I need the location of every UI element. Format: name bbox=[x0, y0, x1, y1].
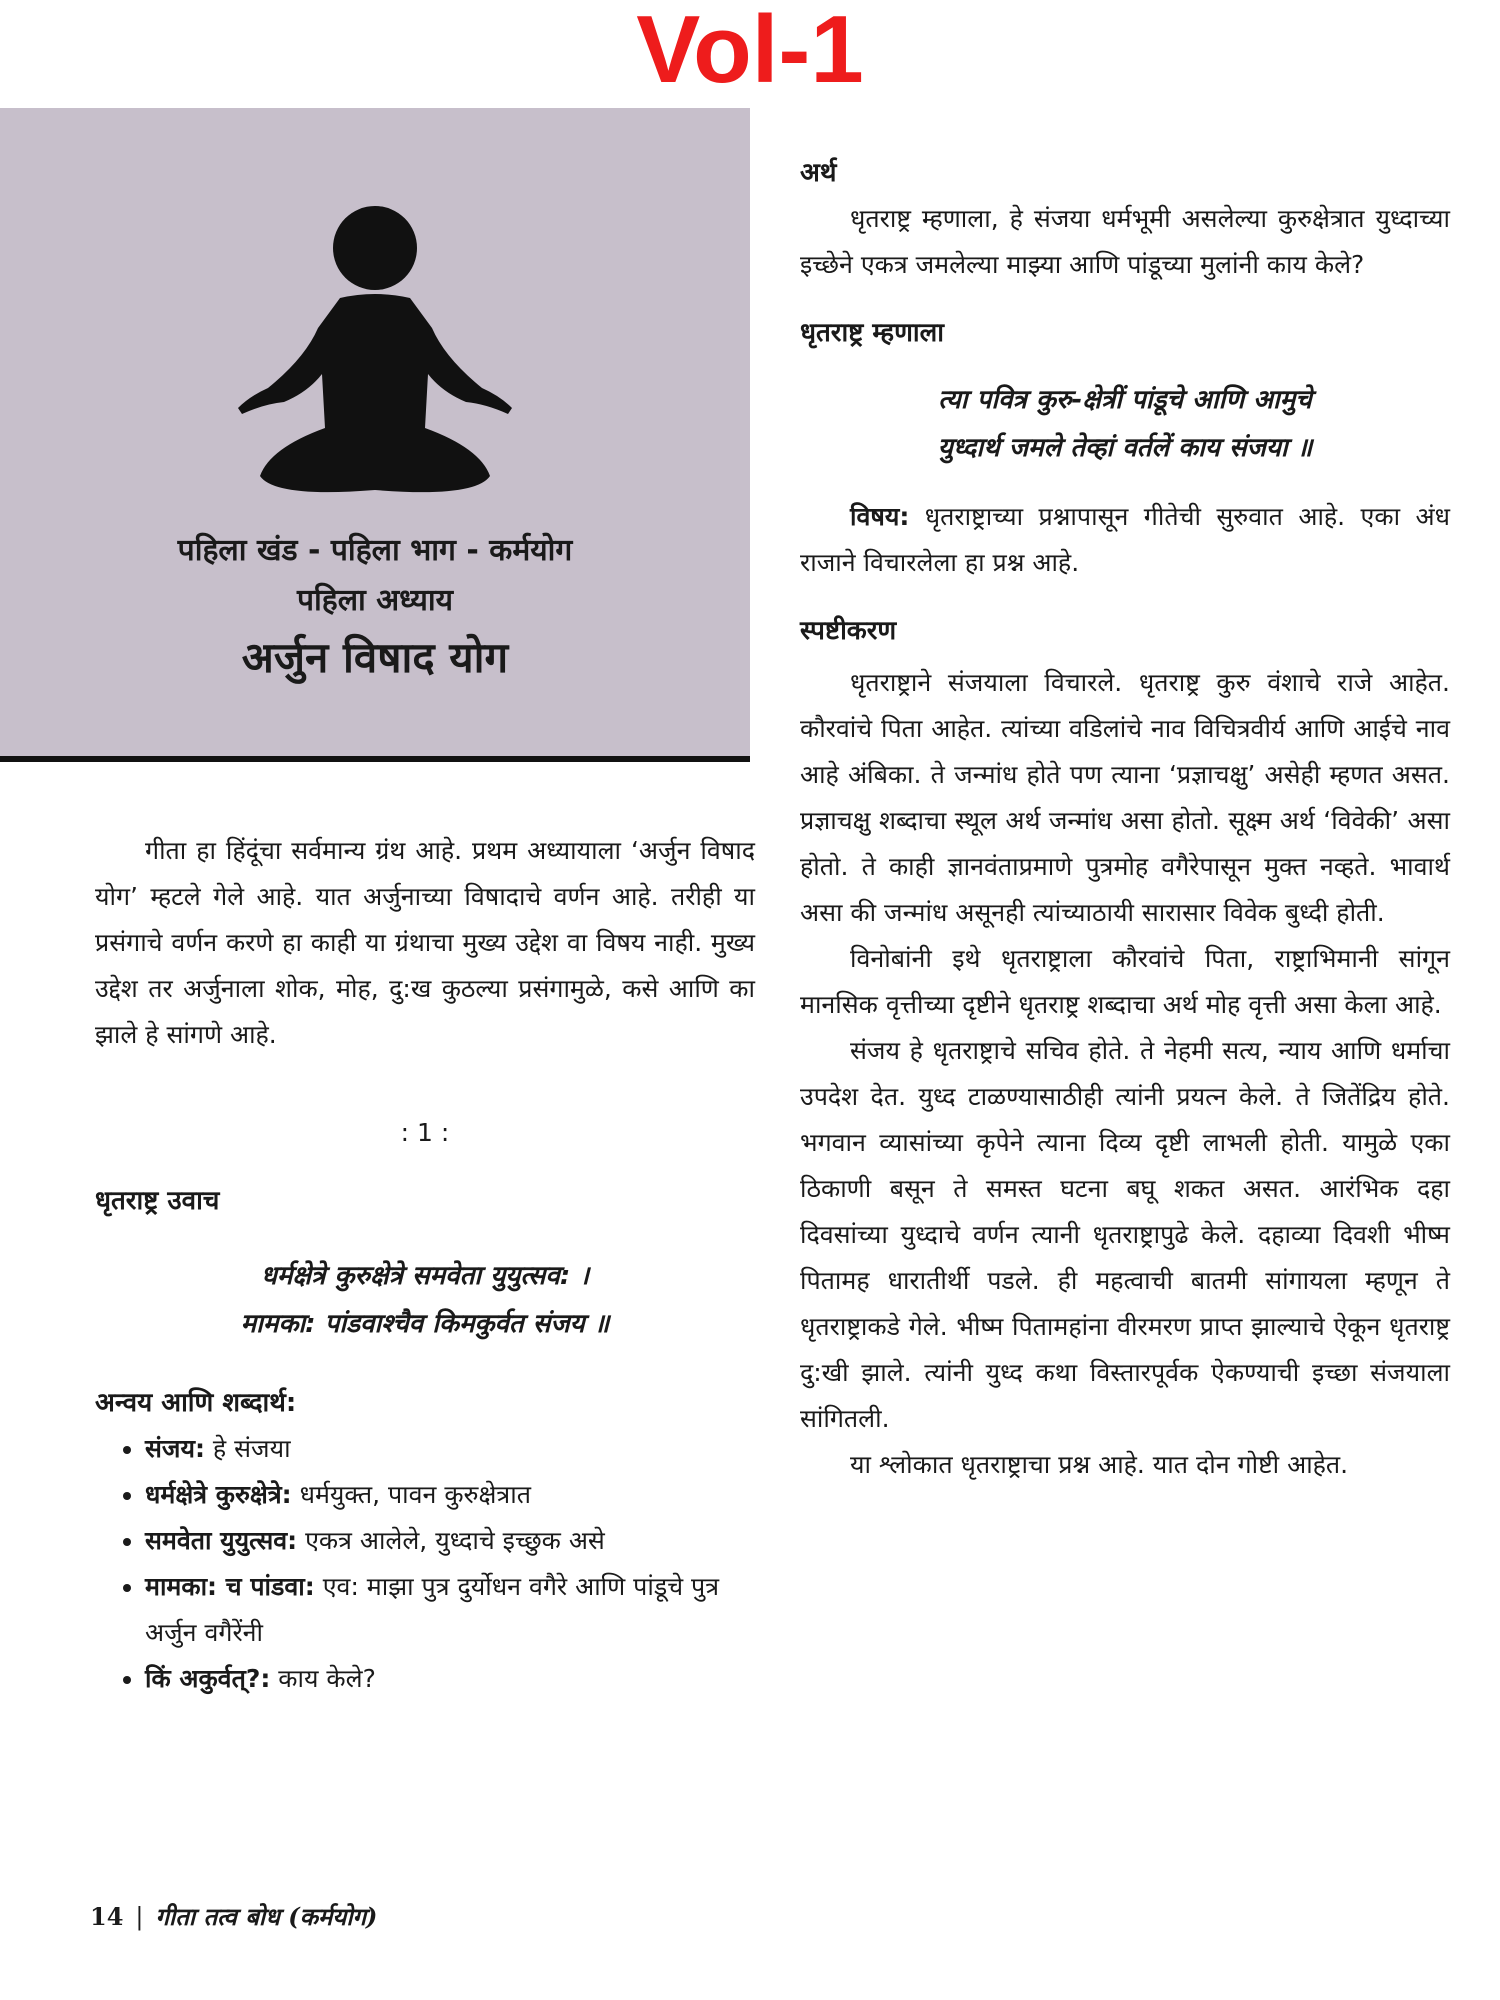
meaning-paragraph: धृतराष्ट्र म्हणाला, हे संजया धर्मभूमी असलेल्या कुरुक्षेत्रात युध्दाच्या इच्छेने एकत्र जमलेल्या माझ्या आणि पांडूच्या मुलांनी काय केले? bbox=[800, 204, 1450, 279]
intro-paragraph: गीता हा हिंदूंचा सर्वमान्य ग्रंथ आहे. प्रथम अध्यायाला ‘अर्जुन विषाद योग’ म्हटले गेले आहे. यात अर्जुनाच्या विषादाचे वर्णन आहे. तरीही या प्रसंगाचे वर्णन करणे हा काही या ग्रंथाचा मुख्य उद्देश वा विषय नाही. मुख्य उद्देश तर अर्जुनाला शोक, मोह, दु:ख कुठल्या प्रसंगामुळे, कसे आणि का झाले हे सांगणे आहे. bbox=[95, 836, 755, 1049]
book-title: गीता तत्व बोध (कर्मयोग) bbox=[155, 1902, 378, 1931]
explanation-paragraph-4: या श्लोकात धृतराष्ट्राचा प्रश्न आहे. यात दोन गोष्टी आहेत. bbox=[850, 1450, 1349, 1479]
banner-line3: अर्जुन विषाद योग bbox=[241, 633, 509, 682]
meaning-heading: अर्थ bbox=[800, 158, 837, 188]
glossary-list bbox=[95, 1426, 755, 1702]
glossary-item: • धर्मक्षेत्रे कुरुक्षेत्रे: धर्मयुक्त, पावन कुरुक्षेत्रात bbox=[145, 1472, 755, 1518]
verse-line-1: धर्मक्षेत्रे कुरुक्षेत्रे समवेता युयुत्सव: । bbox=[260, 1261, 590, 1291]
glossary-item: • किं अकुर्वत्?: काय केले? bbox=[145, 1656, 755, 1702]
page-number: 14 bbox=[90, 1902, 124, 1931]
banner-line1: पहिला खंड - पहिला भाग - कर्मयोग bbox=[177, 533, 573, 568]
subject-paragraph: विषय: धृतराष्ट्राच्या प्रश्नापासून गीतेची सुरुवात आहे. एका अंध राजाने विचारलेला हा प्रश्न आहे. bbox=[800, 502, 1450, 577]
glossary-item: • मामका: च पांडवा: एव: माझा पुत्र दुर्योधन वगैरे आणि पांडूचे पुत्र अर्जुन वगैरेंनी bbox=[145, 1564, 755, 1656]
glossary-item: • समवेता युयुत्सव: एकत्र आलेले, युध्दाचे इच्छुक असे bbox=[145, 1518, 755, 1564]
meditation-figure-icon bbox=[220, 198, 530, 498]
speaker-heading: धृतराष्ट्र उवाच bbox=[95, 1186, 220, 1216]
glossary-title: अन्वय आणि शब्दार्थ: bbox=[95, 1388, 297, 1418]
right-column bbox=[800, 150, 1450, 1488]
chapter-banner bbox=[0, 108, 750, 762]
page-footer bbox=[90, 1900, 377, 1933]
glossary-item: • संजय: हे संजया bbox=[145, 1426, 755, 1472]
explanation-paragraph-1: धृतराष्ट्राने संजयाला विचारले. धृतराष्ट्र कुरु वंशाचे राजे आहेत. कौरवांचे पिता आहेत. त्यांच्या वडिलांचे नाव विचित्रवीर्य आणि आईचे नाव आहे अंबिका. ते जन्मांध होते पण त्याना ‘प्रज्ञाचक्षु’ असेही म्हणत असत. प्रज्ञाचक्षु शब्दाचा स्थूल अर्थ जन्मांध असा होतो. सूक्ष्म अर्थ ‘विवेकी’ असा होतो. ते काही ज्ञानवंताप्रमाणे पुत्रमोह वगैरेपासून मुक्त नव्हते. भावार्थ असा की जन्मांध असूनही त्यांच्याठायी सारासार विवेक बुध्दी होती. bbox=[800, 668, 1450, 927]
said-heading: धृतराष्ट्र म्हणाला bbox=[800, 318, 944, 348]
explanation-heading: स्पष्टीकरण bbox=[800, 616, 897, 646]
footer-separator: | bbox=[135, 1903, 144, 1931]
marathi-verse-line-1: त्या पवित्र कुरु-क्षेत्रीं पांडूचे आणि आमुचे bbox=[938, 385, 1312, 415]
verse-line-2: मामका: पांडवाश्चैव किमकुर्वत संजय ॥ bbox=[240, 1309, 610, 1339]
explanation-paragraph-2: विनोबांनी इथे धृतराष्ट्राला कौरवांचे पिता, राष्ट्राभिमानी सांगून मानसिक वृत्तीच्या दृष्टीने धृतराष्ट्र शब्दाचा अर्थ मोह वृत्ती असा केला आहे. bbox=[800, 944, 1450, 1019]
banner-line2: पहिला अध्याय bbox=[296, 583, 454, 618]
left-column bbox=[95, 828, 755, 1702]
verse-number: : 1 : bbox=[400, 1118, 450, 1147]
volume-title: Vol-1 bbox=[636, 0, 864, 103]
marathi-verse-line-2: युध्दार्थ जमले तेव्हां वर्तलें काय संजया ॥ bbox=[937, 433, 1313, 463]
explanation-paragraph-3: संजय हे धृतराष्ट्राचे सचिव होते. ते नेहमी सत्य, न्याय आणि धर्माचा उपदेश देत. युध्द टाळण्यासाठीही त्यांनी प्रयत्न केले. ते जितेंद्रिय होते. भगवान व्यासांच्या कृपेने त्याना दिव्य दृष्टी लाभली होती. यामुळे एका ठिकाणी बसून ते समस्त घटना बघू शकत असत. आरंभिक दहा दिवसांच्या युध्दाचे वर्णन त्यानी धृतराष्ट्रापुढे केले. दहाव्या दिवशी भीष्म पितामह धारातीर्थी पडले. ही महत्वाची बातमी सांगायला म्हणून ते धृतराष्ट्राकडे गेले. भीष्म पितामहांना वीरमरण प्राप्त झाल्याचे ऐकून धृतराष्ट्र दु:खी झाले. त्यांनी युध्द कथा विस्तारपूर्वक ऐकण्याची इच्छा संजयाला सांगितली. bbox=[800, 1036, 1450, 1433]
